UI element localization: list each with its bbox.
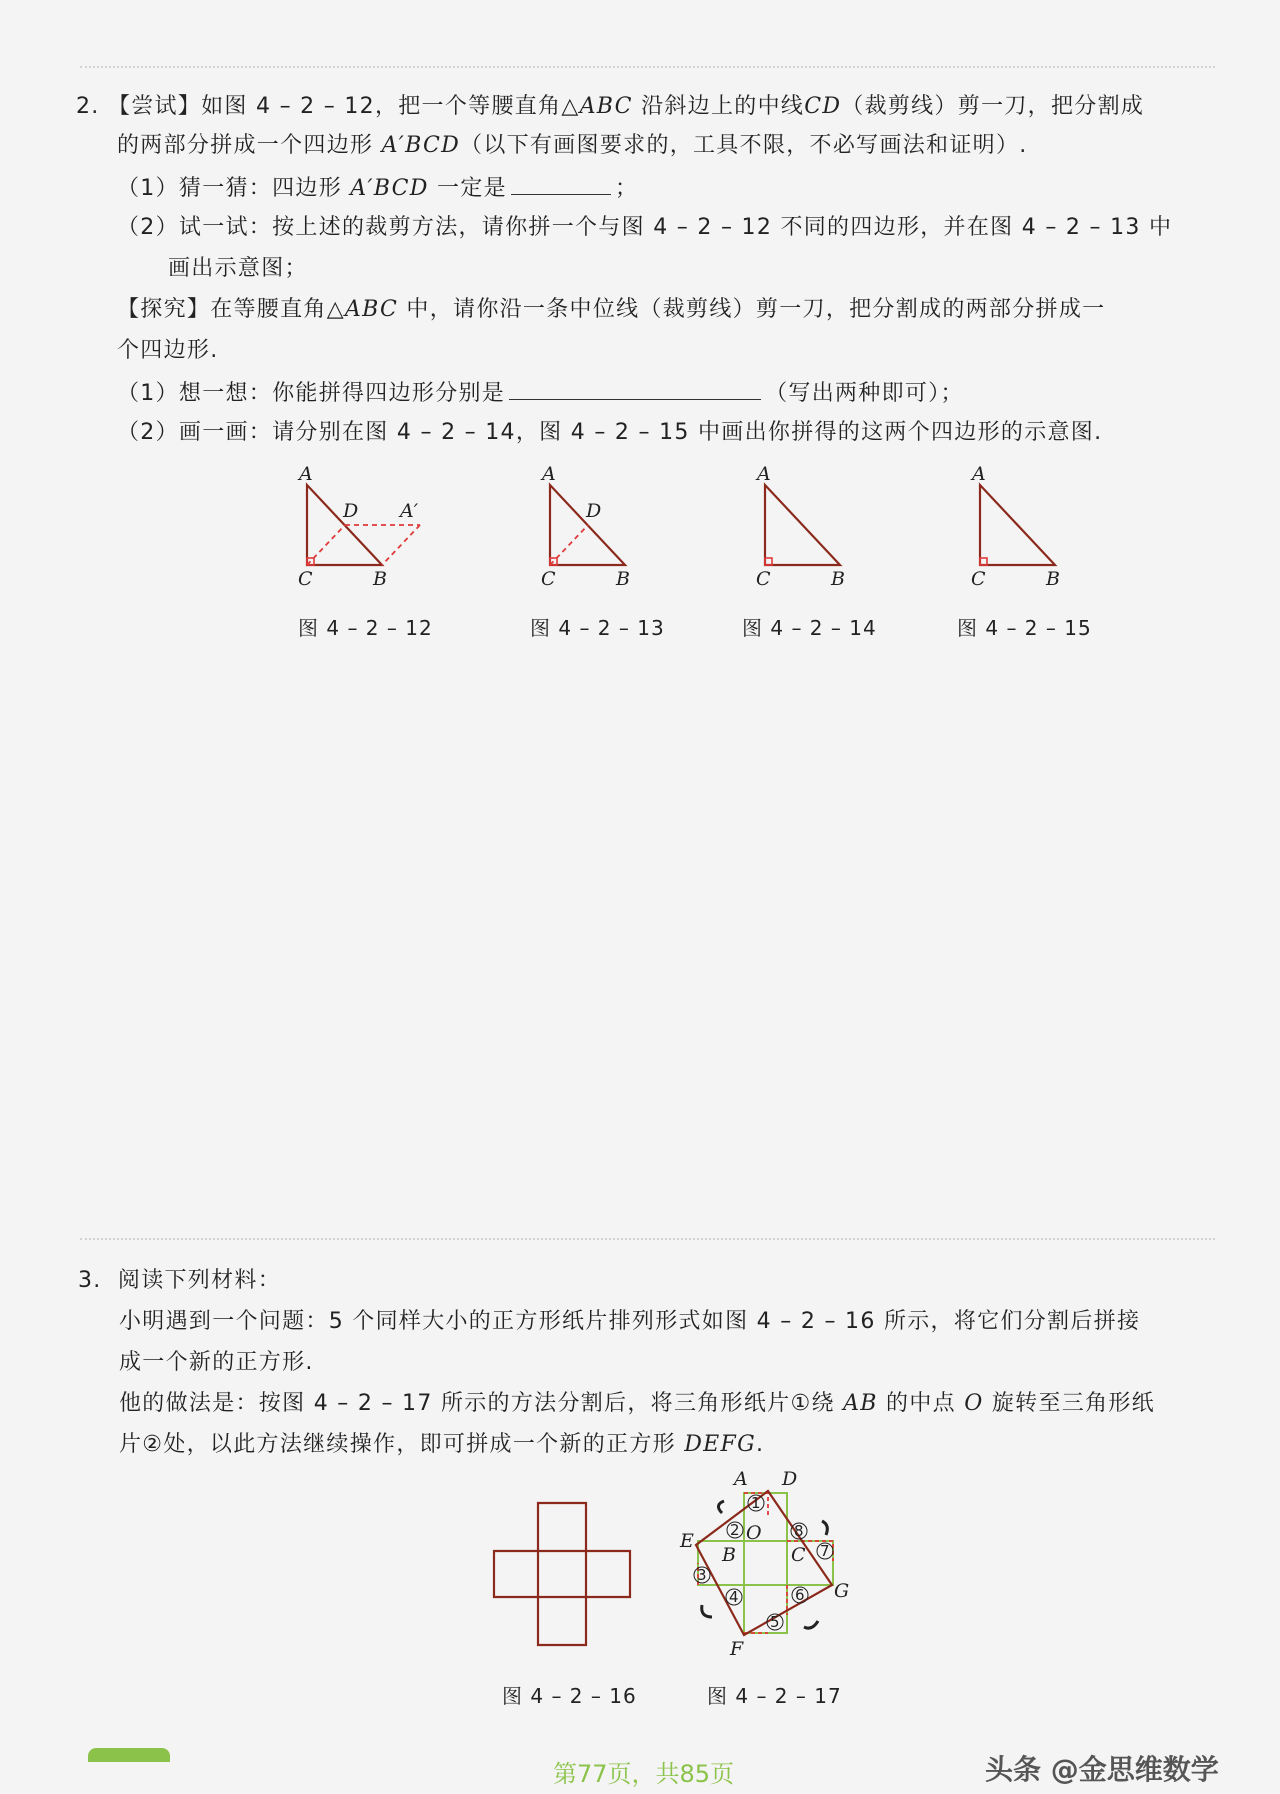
- text: 的两部分拼成一个四边形: [117, 133, 382, 158]
- label-b: B: [373, 568, 387, 590]
- label-o: O: [746, 1522, 762, 1544]
- math: A′BCD: [381, 133, 461, 158]
- piece-5: 5: [770, 1613, 780, 1631]
- label-c: C: [541, 568, 556, 590]
- answer-blank[interactable]: [511, 172, 611, 195]
- math: O: [964, 1391, 984, 1416]
- label-c: C: [298, 568, 313, 590]
- problem2-e1: [117, 377, 964, 409]
- caption-4-2-16: 图 4 – 2 – 16: [502, 1684, 637, 1708]
- problem2-q1: [117, 172, 638, 204]
- text: 【探究】在等腰直角△: [117, 297, 345, 322]
- figure-4-2-12: [290, 455, 440, 590]
- piece-4: 4: [729, 1588, 739, 1606]
- text: （写出两种即可）；: [765, 381, 964, 406]
- piece-6: 6: [795, 1586, 805, 1604]
- figure-4-2-13: [533, 455, 653, 590]
- piece-numbers: [694, 1494, 833, 1631]
- caption-4-2-17: 图 4 – 2 – 17: [707, 1684, 842, 1708]
- problem2-q2a: （2）试一试：按上述的裁剪方法，请你拼一个与图 4 – 2 – 12 不同的四边形，并在图 4 – 2 – 13 中: [117, 215, 1173, 240]
- text: ；: [614, 176, 639, 201]
- top-separator: [80, 66, 1215, 68]
- rotate-arrow-icon: [822, 1521, 827, 1535]
- page-tab: [88, 1748, 170, 1762]
- problem2-explore2: 个四边形.: [117, 338, 219, 363]
- piece-2: 2: [730, 1521, 740, 1539]
- label-g: G: [834, 1580, 850, 1602]
- label-c: C: [971, 568, 986, 590]
- label-c: C: [756, 568, 771, 590]
- triangle-abc: [980, 485, 1055, 565]
- text: （1）猜一猜：四边形: [117, 176, 351, 201]
- math: DEFG: [684, 1432, 756, 1457]
- figure-4-2-15: [963, 455, 1083, 590]
- label-a-prime: A′: [400, 500, 419, 522]
- problem2-line2: [117, 131, 1028, 161]
- cut-line-cd: [550, 525, 588, 565]
- math: ABC: [579, 94, 633, 119]
- cut-line-cd: [307, 525, 345, 565]
- figure-4-2-14: [748, 455, 868, 590]
- problem2-explore1: [117, 295, 1105, 325]
- label-a: A: [757, 463, 771, 485]
- cross-grid: [698, 1493, 833, 1633]
- text: 片②处，以此方法继续操作，即可拼成一个新的正方形: [119, 1432, 685, 1457]
- text: （以下有画图要求的，工具不限，不必写画法和证明）.: [460, 133, 1028, 158]
- piece-3: 3: [697, 1566, 707, 1584]
- piece-7: 7: [820, 1542, 830, 1560]
- math: A′BCD: [350, 176, 429, 201]
- caption-4-2-15: 图 4 – 2 – 15: [957, 616, 1092, 640]
- problem2-e2: （2）画一画：请分别在图 4 – 2 – 14，图 4 – 2 – 15 中画出你拼得的这两个四边形的示意图.: [117, 420, 1103, 445]
- rotate-arrow-icon: [718, 1501, 724, 1513]
- label-a: A: [542, 463, 556, 485]
- text: 他的做法是：按图 4 – 2 – 17 所示的方法分割后，将三角形纸片①绕: [119, 1391, 844, 1416]
- text: 阅读下列材料：: [117, 1268, 281, 1293]
- problem-number: 3.: [78, 1268, 102, 1293]
- caption-4-2-13: 图 4 – 2 – 13: [530, 616, 665, 640]
- problem3-line1: [78, 1266, 281, 1296]
- problem2-line1: [76, 92, 1144, 122]
- label-e: E: [680, 1530, 694, 1552]
- rotate-arrow-icon: [804, 1621, 818, 1628]
- cross-outline: [494, 1503, 630, 1645]
- text: （1）想一想：你能拼得四边形分别是: [117, 381, 506, 406]
- page-number: 第77页，共85页: [553, 1760, 735, 1788]
- answer-blank[interactable]: [509, 377, 761, 400]
- piece-1: 1: [751, 1494, 761, 1512]
- text: 的中点: [877, 1391, 965, 1416]
- square-defg: [696, 1491, 832, 1635]
- text: 中，请你沿一条中位线（裁剪线）剪一刀，把分割成的两部分拼成一: [398, 297, 1106, 322]
- label-c: C: [791, 1544, 806, 1566]
- label-a: A: [972, 463, 986, 485]
- dashed-pieces: [698, 1493, 833, 1633]
- rotate-arrow-icon: [702, 1605, 712, 1617]
- text: （裁剪线）剪一刀，把分割成: [841, 94, 1145, 119]
- problem-number: 2.: [76, 94, 100, 119]
- text: 旋转至三角形纸: [983, 1391, 1155, 1416]
- watermark: 头条 @金思维数学: [985, 1753, 1219, 1786]
- figure-4-2-16: [490, 1495, 670, 1665]
- math: AB: [843, 1391, 878, 1416]
- text: .: [755, 1432, 765, 1457]
- piece-8: 8: [794, 1522, 804, 1540]
- dashed-a2-b: [382, 525, 420, 565]
- problem3-line2: 小明遇到一个问题：5 个同样大小的正方形纸片排列形式如图 4 – 2 – 16 所示，将它们分割后拼接: [119, 1309, 1141, 1334]
- label-b: B: [831, 568, 845, 590]
- label-b: B: [722, 1544, 736, 1566]
- problem3-line5: [119, 1430, 764, 1460]
- problem3-line4: [119, 1389, 1155, 1419]
- problem-tag: 【尝试】: [107, 94, 202, 119]
- label-d: D: [782, 1468, 798, 1490]
- label-a: A: [299, 463, 313, 485]
- figure-4-2-17: [672, 1465, 862, 1665]
- math: CD: [804, 94, 842, 119]
- caption-4-2-12: 图 4 – 2 – 12: [298, 616, 433, 640]
- label-d: D: [343, 500, 359, 522]
- label-d: D: [586, 500, 602, 522]
- math: ABC: [344, 297, 399, 322]
- text: 一定是: [428, 176, 507, 201]
- label-f: F: [730, 1638, 744, 1660]
- triangle-abc: [765, 485, 840, 565]
- problem2-q2b: 画出示意图；: [168, 256, 308, 281]
- label-a: A: [734, 1468, 748, 1490]
- middle-separator: [80, 1238, 1215, 1240]
- caption-4-2-14: 图 4 – 2 – 14: [742, 616, 877, 640]
- text: 沿斜边上的中线: [632, 94, 805, 119]
- label-b: B: [1046, 568, 1060, 590]
- label-b: B: [616, 568, 630, 590]
- problem3-line3: 成一个新的正方形.: [119, 1350, 314, 1375]
- text: 如图 4 – 2 – 12，把一个等腰直角△: [201, 94, 580, 119]
